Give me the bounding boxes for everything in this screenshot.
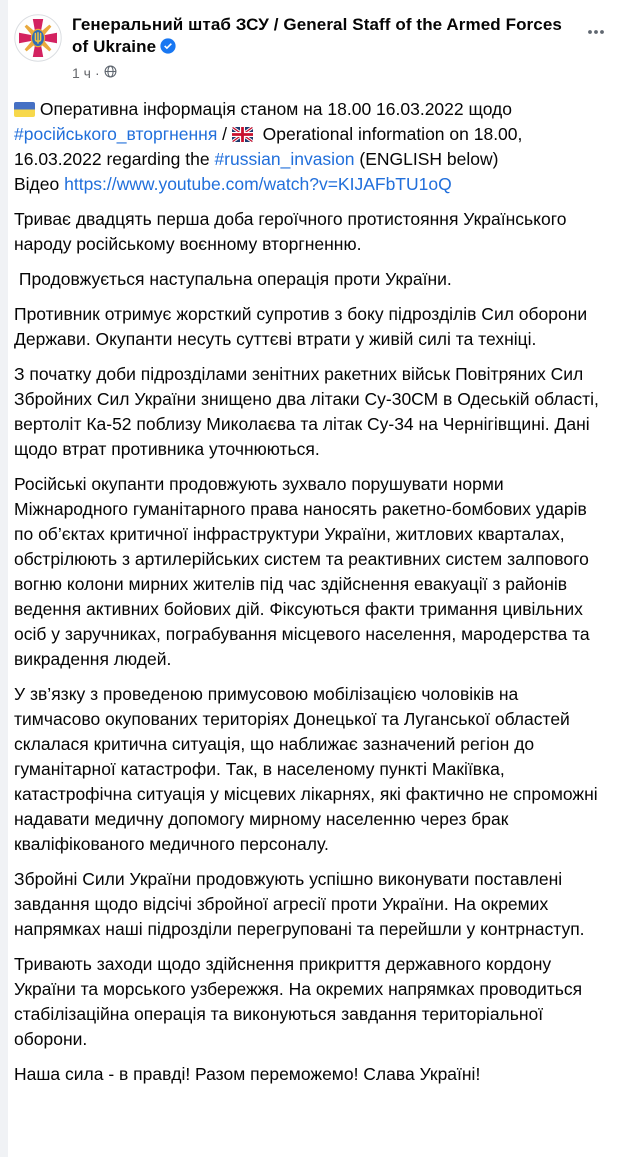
verified-badge-icon xyxy=(160,38,176,60)
ukraine-flag-icon xyxy=(14,102,35,117)
more-options-icon xyxy=(586,22,606,42)
post-header xyxy=(14,14,612,81)
general-staff-emblem-icon xyxy=(14,14,62,62)
hashtag-link[interactable]: #російського_вторгнення xyxy=(14,123,218,144)
meta-separator: · xyxy=(94,64,100,81)
post-paragraph: Противник отримує жорсткий супротив з боку підрозділів Сил оборони Держави. Окупанти несуть суттєві втрати у живій силі та техніці. xyxy=(14,303,593,349)
post-paragraph: Продовжується наступальна операція проти України. xyxy=(14,268,452,289)
page-name-link[interactable] xyxy=(72,14,580,61)
page-name-text: Генеральний штаб ЗСУ / General Staff of the Armed Forces of Ukraine xyxy=(72,15,562,57)
header-meta xyxy=(72,14,580,81)
post-paragraph: Російські окупанти продовжують зухвало порушувати норми Міжнародного гуманітарного права наносять ракетно-бомбових ударів по об’єктах критичної інфраструктури України, житлових кварталах, обстрілюють з артилерійських систем та реактивних систем залпового вогню колони мирних жителів під час здійснення евакуації з районів ведення активних бойових дій. Фіксуються факти тримання цивільних осіб у заручниках, пограбування місцевого населення, мародерства та викрадення людей. xyxy=(14,473,595,669)
post-card xyxy=(8,0,626,1157)
post-paragraph: Тривають заходи щодо здійснення прикриття державного кордону України та морського узбережжя. На окремих напрямках проводиться стабілізаційна операція та виконуються завдання територіальної оборони. xyxy=(14,953,588,1049)
post-paragraph: У зв’язку з проведеною примусовою мобілізацією чоловіків на тимчасово окупованих територіях Донецької та Луганської областей склалася критична ситуація, що наближає зазначений регіон до гуманітарної катастрофи. Так, в населеному пункті Макіївка, катастрофічна ситуація у місцевих лікарнях, які фактично не спроможні надавати медичну допомогу мирному населенню через брак кваліфікованого медичного персоналу. xyxy=(14,683,603,854)
video-url-link[interactable]: https://www.youtube.com/watch?v=KIJAFbTU1oQ xyxy=(64,173,452,194)
post-meta-row xyxy=(72,65,580,81)
post-paragraph: Наша сила - в правді! Разом переможемо! Слава Україні! xyxy=(14,1063,481,1084)
more-options-button[interactable] xyxy=(580,16,612,48)
globe-icon xyxy=(104,65,117,81)
uk-flag-icon xyxy=(232,127,253,142)
timestamp-link[interactable]: 1 ч xyxy=(72,64,91,81)
page-avatar[interactable] xyxy=(14,14,62,62)
post-paragraph: З початку доби підрозділами зенітних ракетних військ Повітряних Сил Збройних Сил України знищено два літаки Су-30СМ в Одеській області, вертоліт Ка-52 поблизу Миколаєва та літак Су-34 на Чернігівщині. Дані щодо втрат противника уточнюються. xyxy=(14,363,609,459)
post-paragraph: Триває двадцять перша доба героїчного протистояння Українського народу російському воєнному вторгненню. xyxy=(14,208,572,254)
hashtag-link[interactable]: #russian_invasion xyxy=(214,148,355,169)
post-paragraph: Збройні Сили України продовжують успішно виконувати поставлені завдання щодо відсічі збройної агресії проти України. На окремих напрямках наші підрозділи перегруповані та перейшли у контрнаступ. xyxy=(14,868,585,939)
post-body xyxy=(14,97,612,1087)
post-paragraph: Оперативна інформація станом на 18.00 16.03.2022 щодо #російського_вторгнення / Operational information on 18.00, 16.03.2022 regarding the #russian_invasion (ENGLISH below) Відео https://www.youtube.com/watch?v=KIJAFbTU1oQ xyxy=(14,98,528,194)
